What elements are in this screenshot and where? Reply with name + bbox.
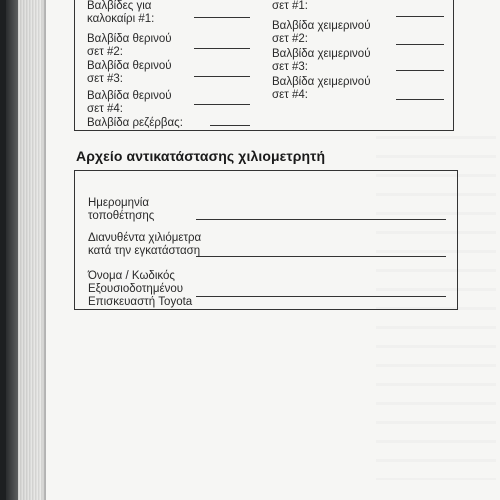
winter-valve-2-line[interactable]: [396, 44, 444, 45]
summer-valve-1-label: Βαλβίδες για καλοκαίρι #1:: [87, 0, 155, 25]
odometer-record-title: Αρχείο αντικατάστασης χιλιομετρητή: [76, 148, 326, 164]
page-edges: [18, 0, 48, 500]
repairer-name-line[interactable]: [196, 296, 446, 297]
winter-valve-4-label: Βαλβίδα χειμερινού σετ #4:: [272, 76, 371, 101]
installation-date-label: Ημερομηνία τοποθέτησης: [88, 197, 155, 222]
winter-valve-2-label: Βαλβίδα χειμερινού σετ #2:: [272, 20, 371, 45]
spare-valve-label: Βαλβίδα ρεζέρβας:: [87, 117, 183, 129]
repairer-name-label: Όνομα / Κωδικός Εξουσιοδοτημένου Επισκευαστή Toyota: [88, 270, 193, 308]
winter-valve-1-label: σετ #1:: [272, 0, 308, 12]
installation-km-label: Διανυθέντα χιλιόμετρα κατά την εγκατάσταση: [88, 232, 202, 257]
summer-valve-2-line[interactable]: [194, 48, 250, 49]
summer-valve-1-line[interactable]: [194, 17, 250, 18]
summer-valve-3-line[interactable]: [194, 76, 250, 77]
installation-km-line[interactable]: [196, 256, 446, 257]
installation-date-line[interactable]: [196, 219, 446, 220]
winter-valve-3-label: Βαλβίδα χειμερινού σετ #3:: [272, 48, 371, 73]
winter-valve-1-line[interactable]: [396, 16, 444, 17]
winter-valve-3-line[interactable]: [396, 70, 444, 71]
summer-valve-2-label: Βαλβίδα θερινού σετ #2:: [87, 33, 172, 58]
summer-valve-4-line[interactable]: [194, 104, 250, 105]
summer-valve-4-label: Βαλβίδα θερινού σετ #4:: [87, 90, 172, 115]
winter-valve-4-line[interactable]: [396, 99, 444, 100]
summer-valve-3-label: Βαλβίδα θερινού σετ #3:: [87, 60, 172, 85]
spare-valve-line[interactable]: [210, 125, 250, 126]
